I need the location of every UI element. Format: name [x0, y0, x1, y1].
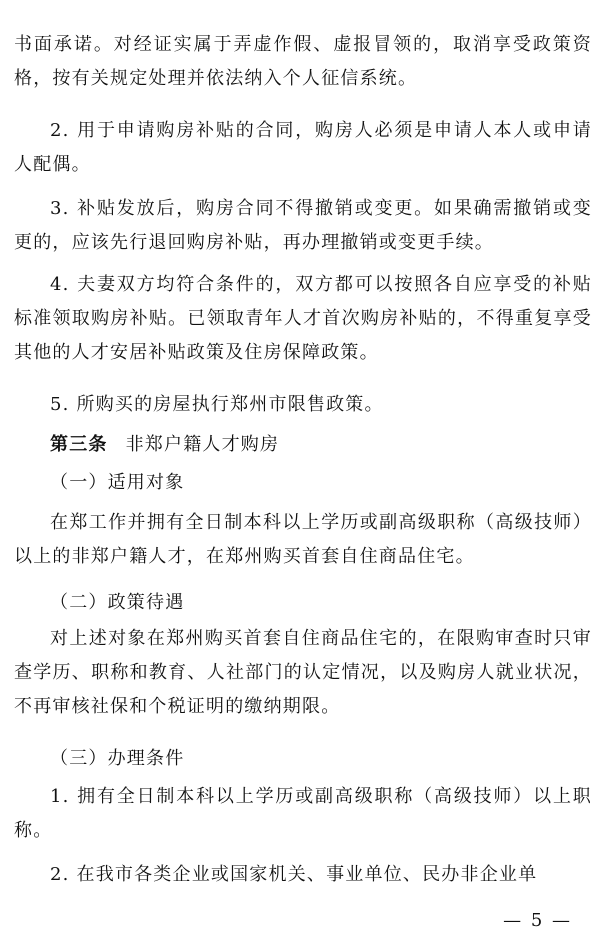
section-heading-conditions: （三）办理条件	[50, 748, 185, 769]
paragraph-item-3: 3. 补贴发放后，购房合同不得撤销或变更。如果确需撤销或变更的，应该先行退回购房补贴，再办理撤销或变更手续。	[14, 198, 592, 253]
paragraph-policy-benefits: 对上述对象在郑州购买首套自住商品住宅的，在限购审查时只审查学历、职称和教育、人社部门的认定情况，以及购房人就业状况，不再审核社保和个税证明的缴纳期限。	[14, 628, 592, 717]
paragraph-condition-2: 2. 在我市各类企业或国家机关、事业单位、民办非企业单	[50, 864, 538, 885]
article-title: 非郑户籍人才购房	[125, 434, 280, 455]
paragraph-condition-1: 1. 拥有全日制本科以上学历或副高级职称（高级技师）以上职称。	[14, 786, 592, 841]
paragraph-applicable-objects: 在郑工作并拥有全日制本科以上学历或副高级职称（高级技师）以上的非郑户籍人才，在郑州购买首套自住商品住宅。	[14, 512, 592, 567]
paragraph-commitment: 书面承诺。对经证实属于弄虚作假、虚报冒领的，取消享受政策资格，按有关规定处理并依法纳入个人征信系统。	[14, 34, 592, 89]
paragraph-item-5: 5. 所购买的房屋执行郑州市限售政策。	[50, 394, 384, 415]
section-heading-policy-benefits: （二）政策待遇	[50, 592, 185, 613]
paragraph-item-4: 4. 夫妻双方均符合条件的，双方都可以按照各自应享受的补贴标准领取购房补贴。已领取青年人才首次购房补贴的，不得重复享受其他的人才安居补贴政策及住房保障政策。	[14, 274, 592, 363]
article-number: 第三条	[50, 434, 108, 455]
paragraph-item-2: 2. 用于申请购房补贴的合同，购房人必须是申请人本人或申请人配偶。	[14, 120, 592, 175]
page-number: — 5 —	[503, 910, 572, 931]
article-heading	[14, 428, 592, 462]
section-heading-applicable-objects: （一）适用对象	[50, 472, 185, 493]
